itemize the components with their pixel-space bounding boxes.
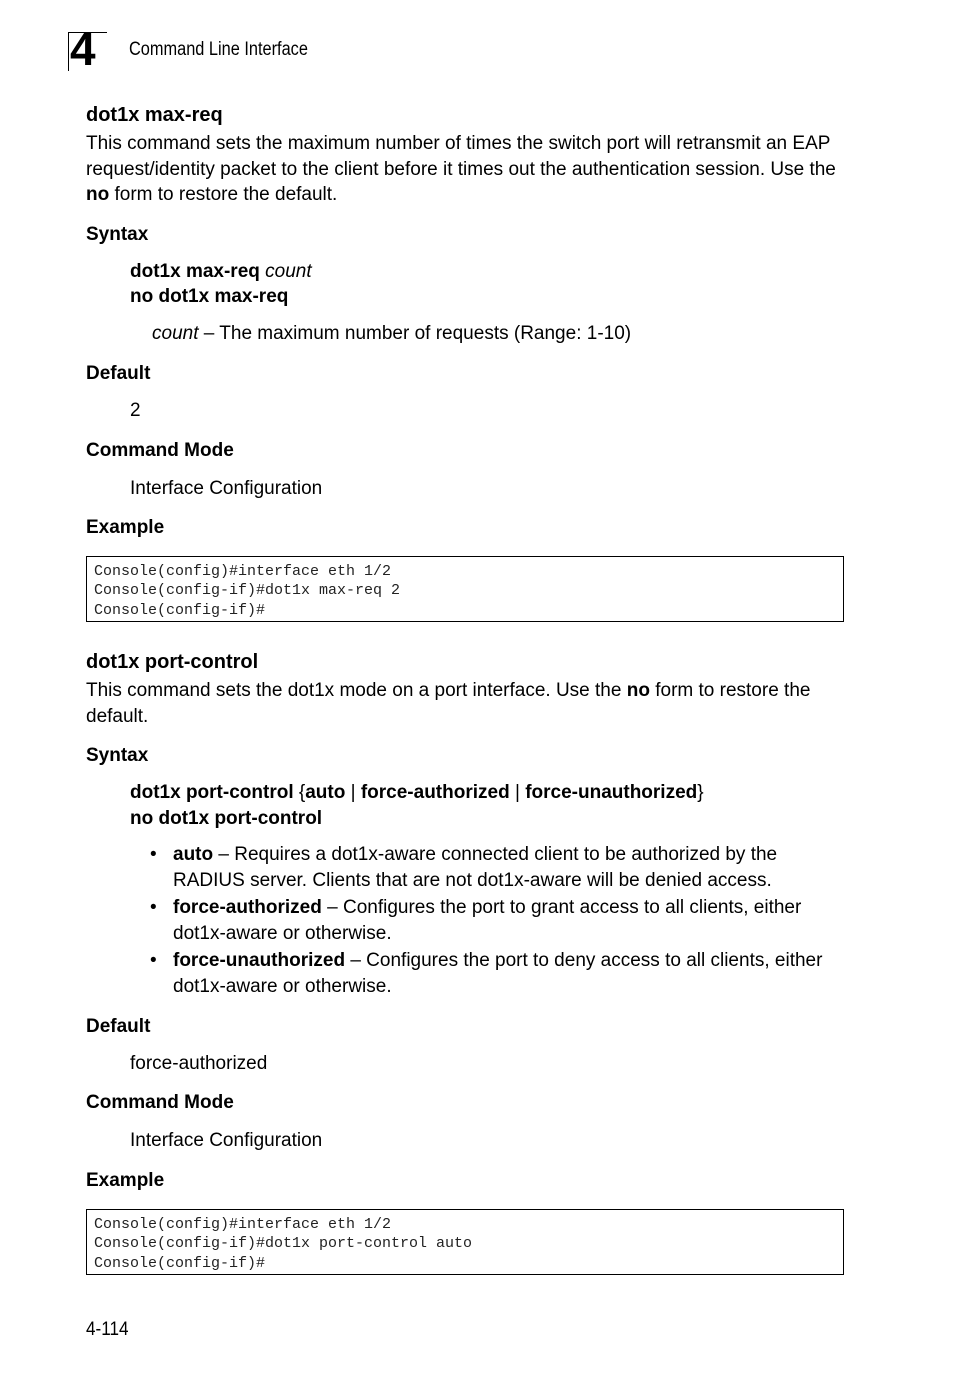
list-item: • force-authorized – Configures the port to grant access to all clients, either dot1x-aware or otherwise. [150, 897, 802, 944]
command-mode-value: Interface Configuration [130, 478, 323, 499]
section-description-max-req: This command sets the maximum number of times the switch port will retransmit an EAP request/identity packet to the client before it times out the authentication session. Use the no form to restore the default. [86, 133, 836, 205]
list-item: • auto – Requires a dot1x-aware connected client to be authorized by the RADIUS server. Clients that are not dot1x-aware will be denied access. [150, 844, 778, 891]
parameter-description: count – The maximum number of requests (Range: 1-10) [152, 323, 632, 344]
command-mode-heading: Command Mode [86, 1092, 234, 1113]
example-heading: Example [86, 517, 165, 538]
syntax-line: dot1x max-req count [130, 261, 312, 282]
bullet-icon: • [150, 897, 157, 918]
example-heading: Example [86, 1170, 165, 1191]
section-title-port-control: dot1x port-control [86, 651, 259, 673]
page-number: 4-114 [86, 1319, 129, 1340]
default-value: 2 [130, 400, 141, 421]
code-line: Console(config-if)# [94, 1254, 266, 1272]
example-code-block [86, 556, 844, 622]
section-description-port-control: This command sets the dot1x mode on a port interface. Use the no form to restore the default. [86, 680, 811, 727]
code-line: Console(config-if)#dot1x port-control auto [94, 1235, 473, 1253]
syntax-heading: Syntax [86, 224, 149, 245]
syntax-line-no-form: no dot1x port-control [130, 808, 323, 829]
command-mode-heading: Command Mode [86, 440, 234, 461]
code-line: Console(config)#interface eth 1/2 [94, 1216, 392, 1233]
syntax-heading: Syntax [86, 745, 149, 766]
chapter-number: 4 [70, 23, 96, 75]
default-heading: Default [86, 363, 151, 384]
syntax-line: dot1x port-control {auto | force-authorized | force-unauthorized} [130, 782, 704, 803]
code-line: Console(config-if)#dot1x max-req 2 [94, 582, 401, 600]
syntax-line-no-form: no dot1x max-req [130, 286, 289, 307]
bullet-icon: • [150, 844, 157, 865]
option-list [150, 842, 850, 1001]
example-code-block [86, 1209, 844, 1275]
list-item: • force-unauthorized – Configures the port to deny access to all clients, either dot1x-aware or otherwise. [150, 950, 823, 997]
default-heading: Default [86, 1016, 151, 1037]
code-line: Console(config-if)# [94, 601, 266, 619]
bullet-icon: • [150, 950, 157, 971]
section-title-max-req: dot1x max-req [86, 104, 223, 126]
default-value: force-authorized [130, 1053, 268, 1074]
command-mode-value: Interface Configuration [130, 1130, 323, 1151]
code-line: Console(config)#interface eth 1/2 [94, 563, 392, 580]
running-header-title: Command Line Interface [129, 39, 308, 60]
